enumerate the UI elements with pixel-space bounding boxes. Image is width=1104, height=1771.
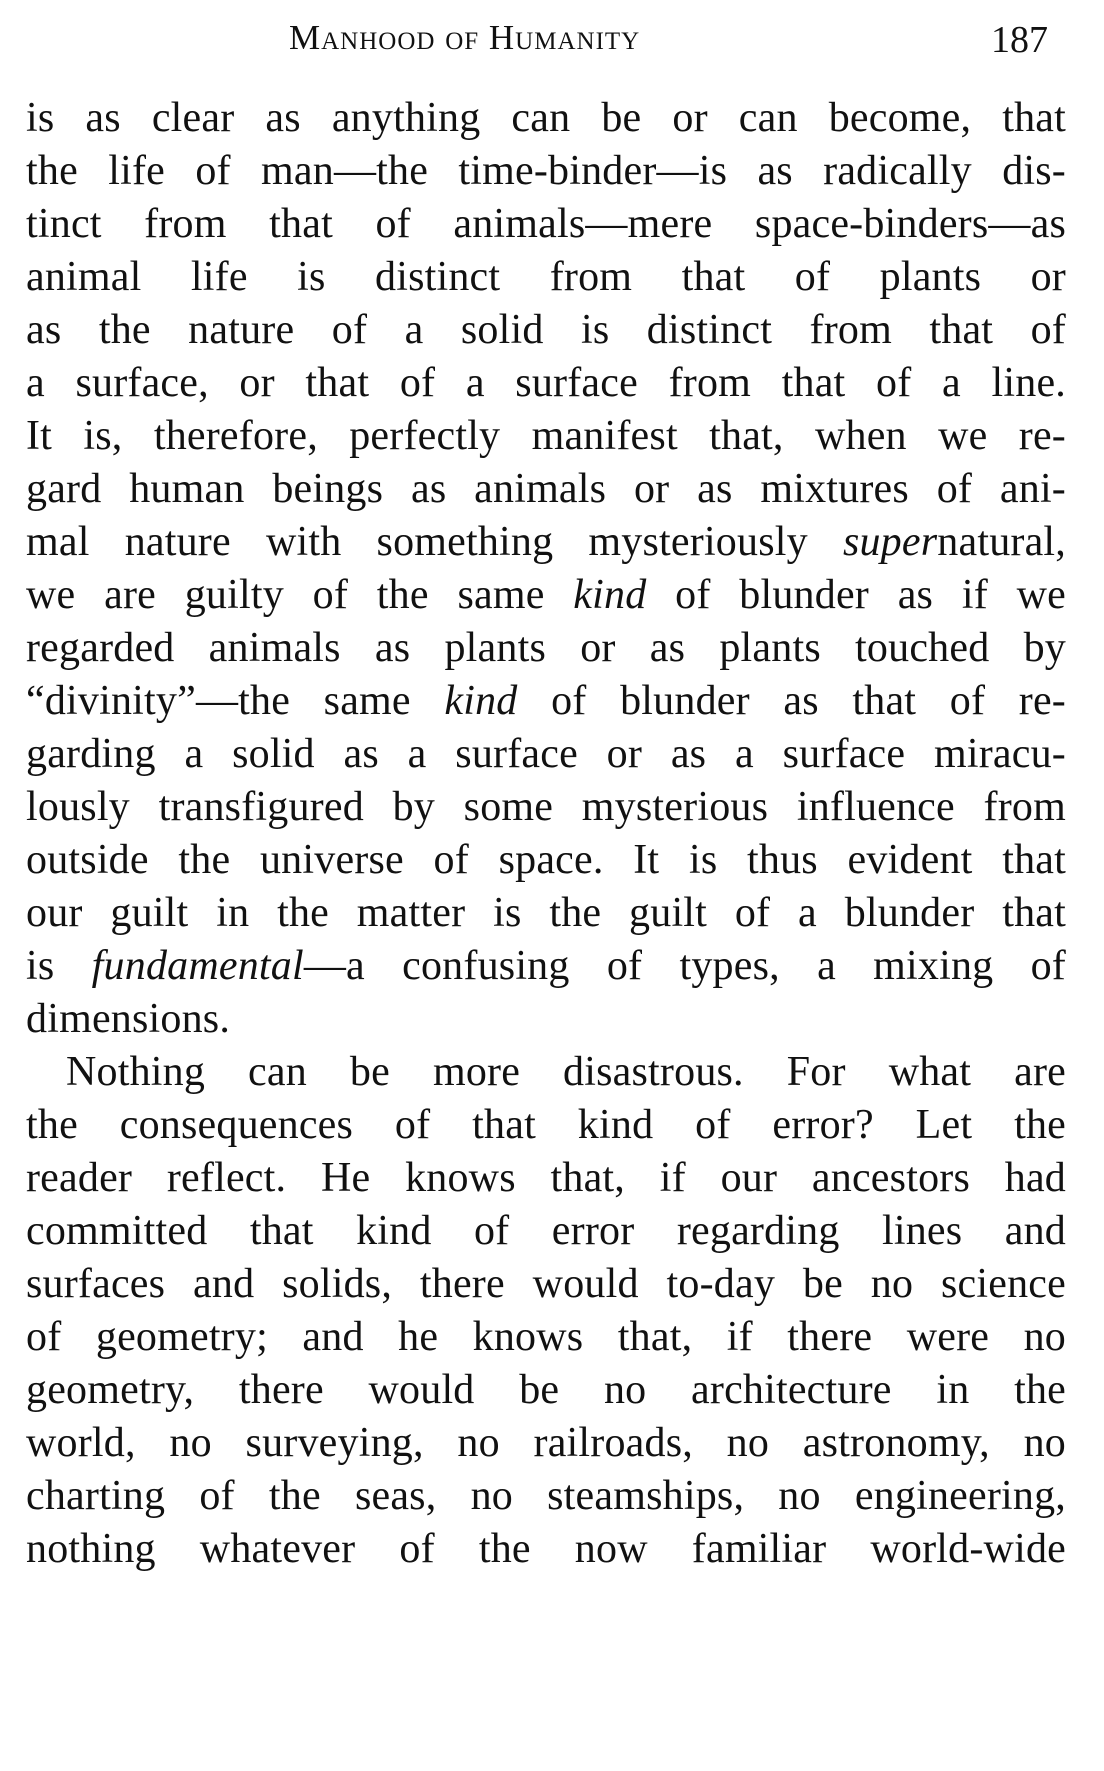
text-line: It is, therefore, perfectly manifest that, when we re-: [26, 413, 1066, 459]
text-segment: mal nature with something mysteriously: [26, 519, 843, 565]
italic-emphasis: fundamental: [91, 943, 304, 989]
text-line: dimensions.: [26, 996, 231, 1042]
text-segment: is: [26, 943, 92, 989]
text-segment: —a confusing of types, a mixing of: [303, 943, 1066, 989]
text-line: of geometry; and he knows that, if there were no: [26, 1314, 1066, 1360]
text-segment: “divinity”—the same: [26, 678, 445, 724]
text-line: our guilt in the matter is the guilt of a blunder that: [26, 890, 1066, 936]
text-line: animal life is distinct from that of plants or: [26, 254, 1066, 300]
text-line: the life of man—the time-binder—is as radically dis-: [26, 148, 1066, 194]
text-segment: of blunder as if we: [646, 572, 1066, 618]
text-line: a surface, or that of a surface from that of a line.: [26, 360, 1066, 406]
text-segment: natural,: [937, 519, 1066, 565]
text-line: committed that kind of error regarding lines and: [26, 1208, 1066, 1254]
page-number: 187: [991, 19, 1048, 61]
italic-emphasis: kind: [444, 678, 518, 724]
text-line: is as clear as anything can be or can become, that: [26, 95, 1066, 141]
text-line: reader reflect. He knows that, if our ancestors had: [26, 1155, 1066, 1201]
text-line: regarded animals as plants or as plants touched by: [26, 625, 1066, 671]
running-title: Manhood of Humanity: [289, 18, 641, 57]
text-line: surfaces and solids, there would to-day be no science: [26, 1261, 1066, 1307]
text-line: gard human beings as animals or as mixtures of ani-: [26, 466, 1066, 512]
text-line-with-italic: [26, 675, 1066, 728]
text-line: world, no surveying, no railroads, no astronomy, no: [26, 1420, 1066, 1466]
text-line-with-italic: [26, 569, 1066, 622]
text-segment: we are guilty of the same: [26, 572, 574, 618]
text-line: lously transfigured by some mysterious influence from: [26, 784, 1066, 830]
text-line: tinct from that of animals—mere space-binders—as: [26, 201, 1066, 247]
body-text: [26, 92, 1066, 1576]
text-line: geometry, there would be no architecture in the: [26, 1367, 1066, 1413]
text-line: outside the universe of space. It is thus evident that: [26, 837, 1066, 883]
italic-emphasis: kind: [573, 572, 647, 618]
paragraph-2: [26, 1046, 1066, 1576]
text-line: garding a solid as a surface or as a surface miracu-: [26, 731, 1066, 777]
text-line-with-italic: [26, 516, 1066, 569]
text-line-with-italic: [26, 940, 1066, 993]
italic-emphasis: super: [842, 519, 938, 565]
text-line: as the nature of a solid is distinct from that of: [26, 307, 1066, 353]
text-line: nothing whatever of the now familiar world-wide: [26, 1526, 1066, 1572]
text-segment: of blunder as that of re-: [517, 678, 1066, 724]
text-line: Nothing can be more disastrous. For what are: [66, 1049, 1066, 1095]
paragraph-1: [26, 92, 1066, 1046]
text-line: charting of the seas, no steamships, no engineering,: [26, 1473, 1066, 1519]
text-line: the consequences of that kind of error? Let the: [26, 1102, 1066, 1148]
running-head: [26, 0, 1066, 92]
